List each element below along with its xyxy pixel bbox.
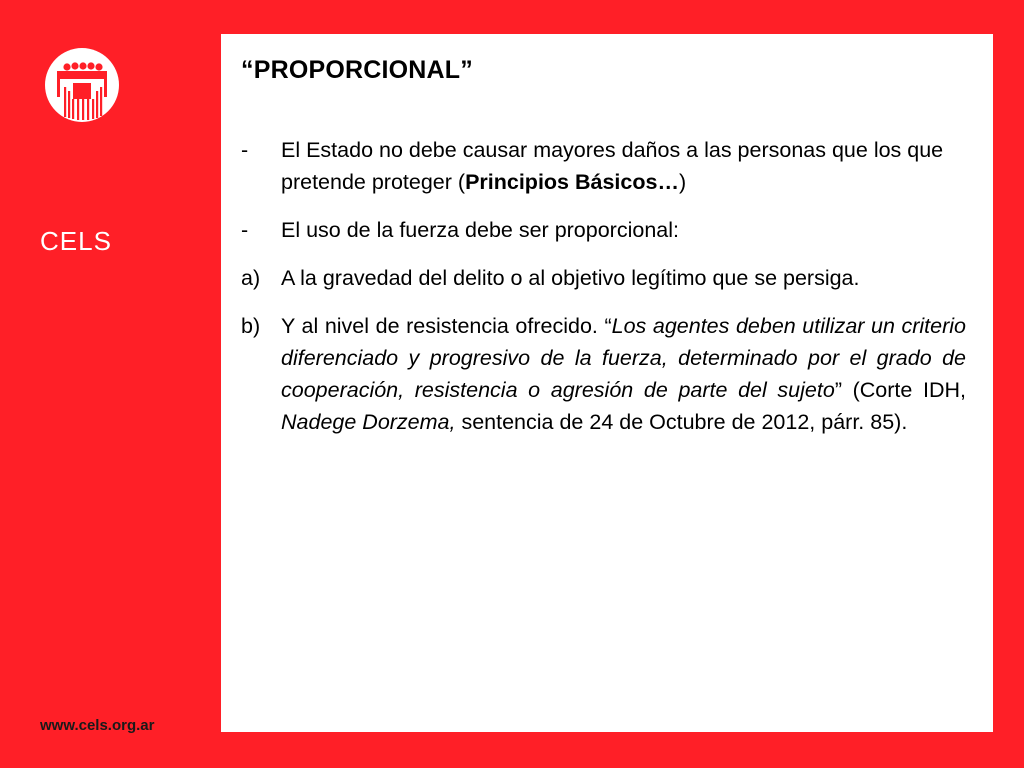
- italic-quote-run: Los agentes deben utilizar un criterio diferenciado y progresivo de la fuerza, determinado por el grado de cooperación, resistencia o agresión de parte del sujeto: [281, 314, 967, 402]
- list-item: [241, 262, 966, 294]
- text-run: ): [678, 170, 687, 194]
- content-panel: [221, 34, 993, 732]
- text-run: A la gravedad del delito o al objetivo legítimo que se persiga.: [281, 266, 860, 290]
- list-text: [281, 262, 966, 294]
- text-run: Y al nivel de resistencia ofrecido. “: [281, 314, 612, 338]
- list-marker: a): [241, 266, 261, 290]
- italic-case-name-run: Nadege Dorzema,: [281, 410, 456, 434]
- brand-name: CELS: [40, 226, 112, 256]
- list-text: [281, 310, 966, 438]
- bullet-text: [281, 134, 966, 198]
- slide-content: [241, 56, 966, 454]
- text-run: El Estado no debe causar mayores daños a las personas que los que pretende proteger (: [281, 138, 944, 194]
- text-run: El uso de la fuerza debe ser proporcional:: [281, 218, 679, 242]
- list-item: [241, 310, 966, 438]
- bullet-item: [241, 134, 966, 198]
- website-link[interactable]: www.cels.org.ar: [40, 717, 155, 734]
- bullet-item: [241, 214, 966, 246]
- text-run: ” (Corte IDH,: [834, 378, 966, 402]
- list-marker: b): [241, 314, 261, 338]
- bullet-marker: -: [241, 218, 249, 242]
- text-run: sentencia de 24 de Octubre de 2012, párr. 85).: [455, 410, 908, 434]
- bullet-marker: -: [241, 138, 249, 162]
- slide-title: “PROPORCIONAL”: [241, 56, 473, 84]
- bold-text-run: Principios Básicos…: [465, 170, 679, 194]
- cels-logo-icon: [44, 47, 120, 123]
- bullet-text: [281, 214, 966, 246]
